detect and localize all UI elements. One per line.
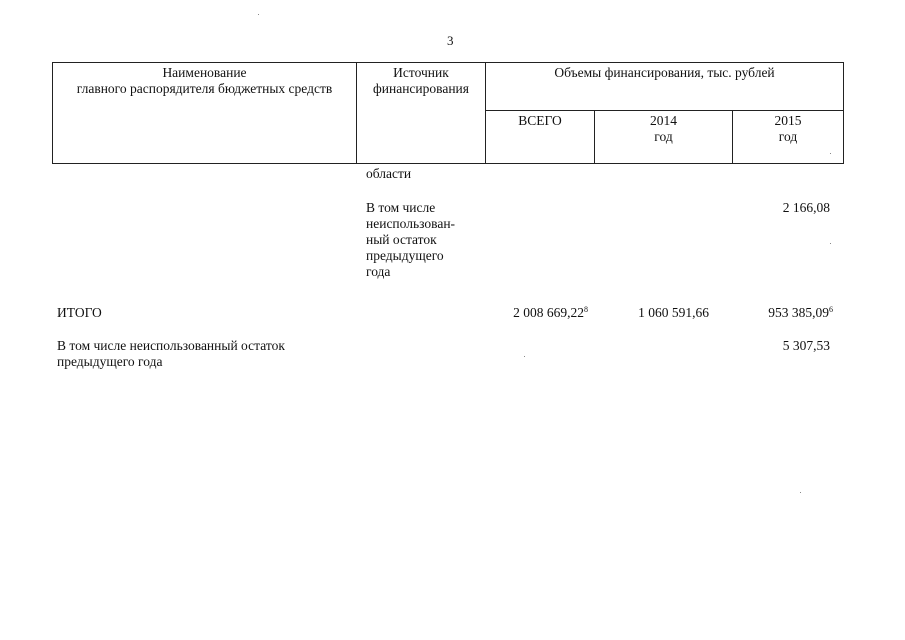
total-unused-line2: предыдущего года: [57, 354, 163, 369]
total-2015-sup: 6: [829, 305, 833, 314]
unused-source-line1: В том числе: [366, 200, 436, 215]
total-all-cell: [480, 305, 588, 321]
header-volume-label: Объемы финансирования, тыс. рублей: [554, 65, 775, 80]
total-unused-line1: В том числе неиспользованный остаток: [57, 338, 285, 353]
scan-speck: [524, 356, 525, 357]
total-label: ИТОГО: [57, 305, 102, 320]
header-total-cell: [486, 111, 595, 164]
total-2015-value: 953 385,09: [768, 305, 829, 320]
header-name-line2: главного распорядителя бюджетных средств: [76, 81, 333, 96]
unused-source-text: [366, 200, 455, 280]
total-unused-label: [57, 338, 285, 370]
header-2015-cell: [733, 111, 844, 164]
header-2015-unit: год: [778, 129, 798, 145]
total-2014-value: 1 060 591,66: [638, 305, 709, 320]
scan-speck: [830, 153, 831, 154]
unused-source-line2: неиспользован-: [366, 216, 456, 231]
unused-source-line5: года: [366, 264, 391, 279]
total-unused-2015-value: 5 307,53: [782, 338, 830, 353]
header-2014-year: 2014: [650, 113, 677, 129]
header-name-line1: Наименование: [162, 65, 247, 80]
total-all-sup: 8: [584, 305, 588, 314]
header-2014-cell: [595, 111, 733, 164]
header-source-cell: [357, 63, 486, 164]
total-all-value: 2 008 669,22: [513, 305, 584, 320]
scan-speck: [830, 243, 831, 244]
scan-speck: [800, 492, 801, 493]
unused-2015-value: 2 166,08: [782, 200, 830, 215]
header-source-line1: Источник: [393, 65, 449, 80]
continued-source-text: области: [366, 166, 412, 181]
header-total-label: ВСЕГО: [518, 113, 562, 129]
table-header: [52, 62, 844, 164]
header-name-cell: [53, 63, 357, 164]
unused-source-line3: ный остаток: [366, 232, 437, 247]
unused-source-line4: предыдущего: [366, 248, 444, 263]
total-2015-cell: [735, 305, 833, 321]
header-source-line2: финансирования: [373, 81, 469, 96]
header-volume-cell: [486, 63, 844, 111]
scan-speck: [258, 14, 259, 15]
header-2014-unit: год: [654, 129, 673, 145]
header-2015-year: 2015: [774, 113, 802, 129]
page-number: 3: [447, 33, 454, 48]
